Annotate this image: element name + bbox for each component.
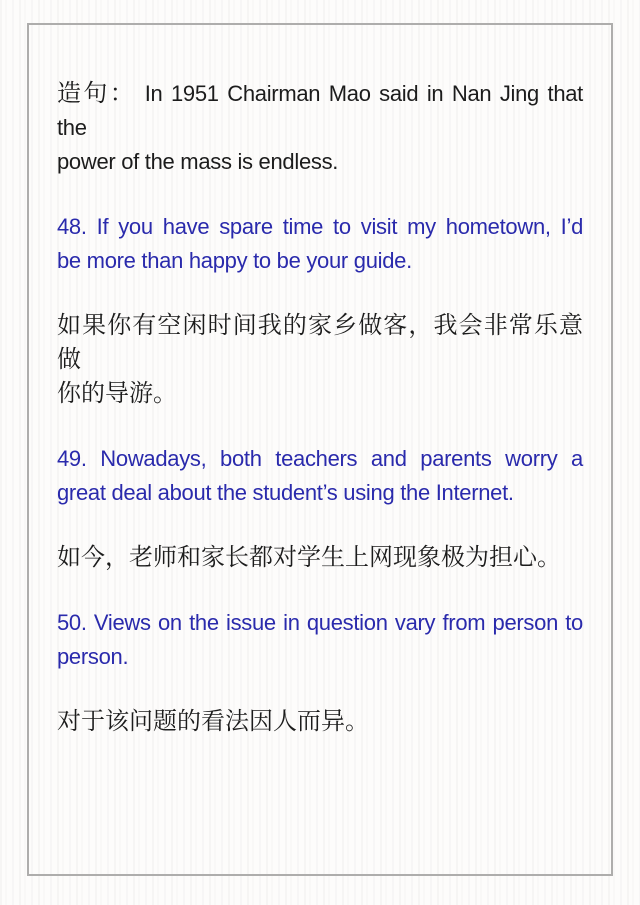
sentence-48-english bbox=[57, 210, 583, 278]
sentence-48-zh-line-1: 如果你有空闲时间我的家乡做客，我会非常乐意做 bbox=[57, 313, 583, 373]
example-label-zh: 造句： bbox=[57, 81, 137, 107]
sentence-50-english bbox=[57, 606, 583, 674]
sentence-49-english bbox=[57, 442, 583, 510]
sentence-49-chinese bbox=[57, 541, 583, 575]
example-sentence-paragraph bbox=[57, 77, 583, 179]
sentence-50-line-2: person. bbox=[57, 644, 129, 669]
example-line-1 bbox=[57, 77, 583, 145]
page-border-frame bbox=[27, 23, 613, 876]
sentence-50-zh-line-1: 对于该问题的看法因人而异。 bbox=[57, 709, 369, 735]
document-content bbox=[57, 77, 583, 770]
example-line-2: power of the mass is endless. bbox=[57, 149, 339, 174]
sentence-49-zh-line-1: 如今，老师和家长都对学生上网现象极为担心。 bbox=[57, 545, 561, 571]
sentence-49-line-2: great deal about the student’s using the Internet. bbox=[57, 480, 514, 505]
sentence-48-line-1: 48. If you have spare time to visit my hometown, I’d bbox=[57, 214, 583, 239]
sentence-50-line-1: 50. Views on the issue in question vary from person to bbox=[57, 610, 583, 635]
sentence-48-chinese bbox=[57, 309, 583, 411]
sentence-48-zh-line-2: 你的导游。 bbox=[57, 381, 177, 407]
example-line-1-text: In 1951 Chairman Mao said in Nan Jing that the bbox=[57, 81, 583, 140]
sentence-48-line-2: be more than happy to be your guide. bbox=[57, 248, 412, 273]
sentence-50-chinese bbox=[57, 705, 583, 739]
sentence-49-line-1: 49. Nowadays, both teachers and parents worry a bbox=[57, 446, 583, 471]
